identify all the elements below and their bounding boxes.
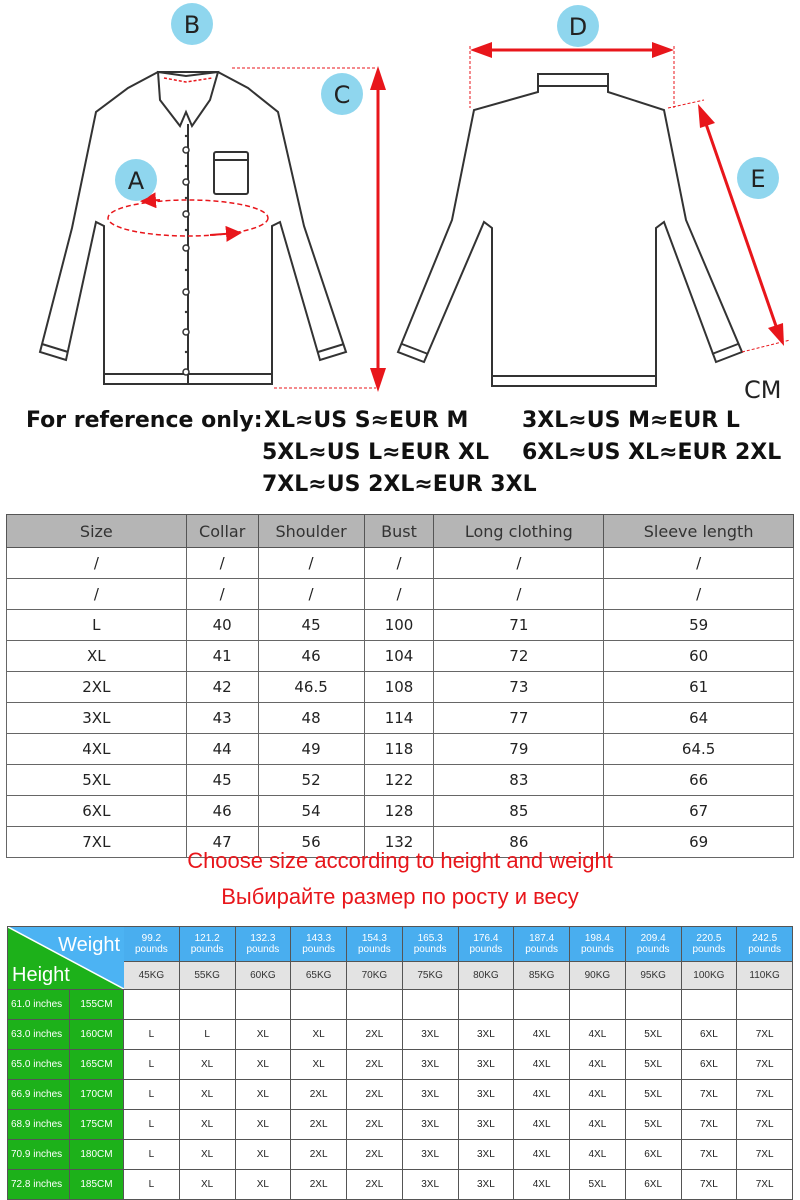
height-inches-cell: 63.0 inches [8,1020,70,1050]
weight-kg-cell: 45KG [124,962,180,990]
weight-kg-cell: 55KG [179,962,235,990]
weight-kg-cell: 75KG [402,962,458,990]
corner-diagonal [8,927,124,989]
recommended-size-cell: 5XL [625,1110,681,1140]
recommended-size-cell: 5XL [625,1080,681,1110]
svg-text:Weight: Weight [58,934,120,956]
recommended-size-cell: 7XL [681,1140,737,1170]
recommended-size-cell: 7XL [681,1170,737,1200]
size-table-cell: 69 [604,827,794,858]
size-reference-notes [0,408,800,506]
recommended-size-cell [347,990,403,1020]
size-table-cell: / [434,579,604,610]
recommended-size-cell: XL [235,1110,291,1140]
size-table-cell: / [7,579,187,610]
height-cm-cell: 155CM [70,990,124,1020]
size-table-cell: 122 [364,765,434,796]
recommended-size-cell: 6XL [625,1140,681,1170]
unit-label: CM [744,376,782,404]
size-table-cell: / [364,548,434,579]
recommended-size-cell: 7XL [681,1110,737,1140]
letter-badge-c [321,73,363,115]
recommended-size-cell: 7XL [737,1020,793,1050]
size-table-cell: 64 [604,703,794,734]
size-table-cell: / [434,548,604,579]
recommended-size-cell: XL [179,1170,235,1200]
size-table-cell: 3XL [7,703,187,734]
column-header: Shoulder [258,515,364,548]
recommended-size-cell: XL [179,1080,235,1110]
recommended-size-cell: 3XL [402,1050,458,1080]
svg-text:C: C [333,81,351,109]
size-table-row [7,548,794,579]
size-table-cell: 86 [434,827,604,858]
weight-kg-cell: 90KG [570,962,626,990]
size-table-row [7,641,794,672]
size-table-cell: XL [7,641,187,672]
size-table-cell: 43 [186,703,258,734]
size-table-row [7,765,794,796]
size-table-cell: 85 [434,796,604,827]
size-table-cell: / [186,579,258,610]
size-table-row [7,672,794,703]
shirt-front-drawing [40,72,346,384]
weight-pounds-cell: 198.4 pounds [570,927,626,962]
height-cm-cell: 160CM [70,1020,124,1050]
weight-pounds-cell: 143.3 pounds [291,927,347,962]
recommended-size-cell: 4XL [570,1020,626,1050]
height-inches-cell: 72.8 inches [8,1170,70,1200]
recommended-size-cell [235,990,291,1020]
weight-kg-cell: 70KG [347,962,403,990]
reference-entry: 3XL≈US M≈EUR L [522,408,740,433]
letter-badge-e [737,157,779,199]
recommended-size-cell: XL [291,1020,347,1050]
weight-kg-cell: 60KG [235,962,291,990]
recommended-size-cell: 2XL [347,1170,403,1200]
weight-pounds-cell: 176.4 pounds [458,927,514,962]
svg-text:Height: Height [12,964,70,986]
recommended-size-cell: 3XL [458,1080,514,1110]
shirt-back-drawing [398,74,742,386]
recommended-size-cell: L [124,1170,180,1200]
letter-badge-a [115,159,157,201]
size-table-cell: 108 [364,672,434,703]
recommended-size-cell: L [124,1080,180,1110]
reference-entry: 6XL≈US XL≈EUR 2XL [522,440,782,465]
recommended-size-cell: 2XL [291,1080,347,1110]
weight-pounds-cell: 154.3 pounds [347,927,403,962]
size-table-cell: 67 [604,796,794,827]
reference-entry: 7XL≈US 2XL≈EUR 3XL [262,472,537,497]
size-table-cell: 56 [258,827,364,858]
height-row [8,990,793,1020]
size-table-cell: 48 [258,703,364,734]
weight-kg-cell: 100KG [681,962,737,990]
letter-badge-b [171,3,213,45]
recommended-size-cell: XL [179,1050,235,1080]
size-table-cell: 100 [364,610,434,641]
recommended-size-cell: 2XL [347,1140,403,1170]
recommended-size-cell [179,990,235,1020]
recommended-size-cell: L [124,1110,180,1140]
recommended-size-cell: 4XL [570,1050,626,1080]
recommended-size-cell: 3XL [458,1170,514,1200]
weight-pounds-cell: 220.5 pounds [681,927,737,962]
recommended-size-cell [458,990,514,1020]
size-table-cell: 104 [364,641,434,672]
recommended-size-cell: 4XL [514,1140,570,1170]
weight-kg-row [8,962,793,990]
size-table-cell: 46 [186,796,258,827]
size-table-cell: / [186,548,258,579]
size-table-cell: 60 [604,641,794,672]
size-table-cell: 4XL [7,734,187,765]
recommended-size-cell: 3XL [458,1110,514,1140]
weight-pounds-cell: 187.4 pounds [514,927,570,962]
size-table-cell: L [7,610,187,641]
size-table-cell: 64.5 [604,734,794,765]
height-inches-cell: 61.0 inches [8,990,70,1020]
size-table-row [7,703,794,734]
size-table-cell: / [258,579,364,610]
weight-height-corner [8,927,124,990]
size-table-cell: / [258,548,364,579]
size-table-row [7,579,794,610]
recommended-size-cell: 4XL [570,1110,626,1140]
size-table-cell: 54 [258,796,364,827]
recommended-size-cell: 3XL [402,1170,458,1200]
size-table-cell: / [7,548,187,579]
size-table-cell: 6XL [7,796,187,827]
recommended-size-cell: 7XL [737,1140,793,1170]
recommended-size-cell: XL [235,1140,291,1170]
height-inches-cell: 70.9 inches [8,1140,70,1170]
recommended-size-cell: 4XL [514,1050,570,1080]
size-table-cell: 40 [186,610,258,641]
height-row [8,1170,793,1200]
size-table-cell: 5XL [7,765,187,796]
size-table-cell: 114 [364,703,434,734]
size-table-cell: 41 [186,641,258,672]
recommended-size-cell: 4XL [570,1080,626,1110]
recommended-size-cell: 5XL [625,1020,681,1050]
size-table-cell: 66 [604,765,794,796]
recommended-size-cell: 2XL [291,1170,347,1200]
weight-pounds-cell: 165.3 pounds [402,927,458,962]
recommended-size-cell: 2XL [347,1110,403,1140]
recommended-size-cell: 3XL [458,1020,514,1050]
recommended-size-cell: 7XL [737,1050,793,1080]
recommended-size-cell: 4XL [514,1020,570,1050]
recommended-size-cell: XL [235,1050,291,1080]
size-table-cell: 42 [186,672,258,703]
recommended-size-cell: 3XL [402,1140,458,1170]
height-row [8,1140,793,1170]
recommended-size-cell: 2XL [347,1080,403,1110]
recommended-size-cell: 4XL [514,1110,570,1140]
size-table-cell: 52 [258,765,364,796]
height-cm-cell: 175CM [70,1110,124,1140]
recommended-size-cell [681,990,737,1020]
recommended-size-cell: 5XL [570,1170,626,1200]
size-table-cell: 71 [434,610,604,641]
size-measurements-table [6,514,794,858]
recommended-size-cell [291,990,347,1020]
size-table-cell: 45 [186,765,258,796]
weight-pounds-cell: 121.2 pounds [179,927,235,962]
recommended-size-cell: 3XL [458,1140,514,1170]
weight-kg-cell: 95KG [625,962,681,990]
column-header: Size [7,515,187,548]
height-inches-cell: 66.9 inches [8,1080,70,1110]
weight-pounds-cell: 132.3 pounds [235,927,291,962]
recommended-size-cell [514,990,570,1020]
size-table-cell: 45 [258,610,364,641]
size-table-cell: 72 [434,641,604,672]
weight-kg-cell: 110KG [737,962,793,990]
recommended-size-cell [570,990,626,1020]
letter-badge-d [557,5,599,47]
svg-text:E: E [750,165,766,193]
height-cm-cell: 170CM [70,1080,124,1110]
size-table-cell: 44 [186,734,258,765]
height-cm-cell: 185CM [70,1170,124,1200]
recommended-size-cell: 6XL [681,1020,737,1050]
recommended-size-cell: 7XL [737,1080,793,1110]
reference-entry: XL≈US S≈EUR M [264,408,469,433]
recommended-size-cell: 7XL [737,1110,793,1140]
height-cm-cell: 165CM [70,1050,124,1080]
column-header: Collar [186,515,258,548]
recommended-size-cell: L [179,1020,235,1050]
recommended-size-cell: XL [291,1050,347,1080]
size-table-cell: / [604,548,794,579]
advice-text-english: Choose size according to height and weight [187,848,613,873]
recommended-size-cell [402,990,458,1020]
recommended-size-cell: 7XL [681,1080,737,1110]
weight-pounds-cell: 99.2 pounds [124,927,180,962]
weight-kg-cell: 80KG [458,962,514,990]
svg-text:B: B [183,11,201,39]
size-table-header-row [7,515,794,548]
recommended-size-cell: 3XL [402,1080,458,1110]
reference-entry: 5XL≈US L≈EUR XL [262,440,490,465]
recommended-size-cell: 4XL [570,1140,626,1170]
svg-text:D: D [568,13,588,41]
recommended-size-cell: 6XL [681,1050,737,1080]
size-table-cell: 7XL [7,827,187,858]
size-table-cell: 49 [258,734,364,765]
column-header: Sleeve length [604,515,794,548]
size-table-row [7,734,794,765]
recommended-size-cell: 4XL [514,1080,570,1110]
recommended-size-cell: 5XL [625,1050,681,1080]
recommended-size-cell: 2XL [347,1050,403,1080]
size-table-cell: 2XL [7,672,187,703]
height-row [8,1080,793,1110]
recommended-size-cell: 6XL [625,1170,681,1200]
recommended-size-cell: 2XL [291,1110,347,1140]
height-row [8,1020,793,1050]
weight-pounds-cell: 242.5 pounds [737,927,793,962]
size-table-cell: 46 [258,641,364,672]
recommended-size-cell: XL [179,1140,235,1170]
recommended-size-cell: XL [235,1170,291,1200]
recommended-size-cell: 3XL [402,1110,458,1140]
size-table-cell: 59 [604,610,794,641]
height-inches-cell: 68.9 inches [8,1110,70,1140]
size-table-cell: / [364,579,434,610]
size-table-cell: 128 [364,796,434,827]
height-cm-cell: 180CM [70,1140,124,1170]
recommended-size-cell: 2XL [291,1140,347,1170]
recommended-size-cell [625,990,681,1020]
size-table-cell: 132 [364,827,434,858]
shirt-measurement-diagram [0,0,800,400]
recommended-size-cell: L [124,1050,180,1080]
recommended-size-cell: 7XL [737,1170,793,1200]
recommended-size-cell: L [124,1140,180,1170]
size-table-cell: 118 [364,734,434,765]
recommended-size-cell: 4XL [514,1170,570,1200]
height-weight-size-table [7,926,793,1200]
recommended-size-cell: XL [179,1110,235,1140]
column-header: Long clothing [434,515,604,548]
svg-text:A: A [127,167,145,195]
size-table-row [7,796,794,827]
recommended-size-cell [737,990,793,1020]
size-table-cell: 61 [604,672,794,703]
size-table-cell: 77 [434,703,604,734]
recommended-size-cell: 3XL [458,1050,514,1080]
recommended-size-cell: L [124,1020,180,1050]
weight-pounds-row [8,927,793,962]
advice-text-russian: Выбирайте размер по росту и весу [221,884,579,909]
recommended-size-cell: 3XL [402,1020,458,1050]
recommended-size-cell: XL [235,1080,291,1110]
size-table-cell: 83 [434,765,604,796]
height-row [8,1050,793,1080]
size-table-cell: 73 [434,672,604,703]
size-table-cell: 47 [186,827,258,858]
recommended-size-cell: 2XL [347,1020,403,1050]
weight-kg-cell: 65KG [291,962,347,990]
height-inches-cell: 65.0 inches [8,1050,70,1080]
height-row [8,1110,793,1140]
column-header: Bust [364,515,434,548]
reference-prefix: For reference only: [26,408,263,433]
weight-kg-cell: 85KG [514,962,570,990]
weight-pounds-cell: 209.4 pounds [625,927,681,962]
size-table-cell: 46.5 [258,672,364,703]
size-table-cell: 79 [434,734,604,765]
size-table-row [7,610,794,641]
recommended-size-cell: XL [235,1020,291,1050]
size-table-cell: / [604,579,794,610]
recommended-size-cell [124,990,180,1020]
